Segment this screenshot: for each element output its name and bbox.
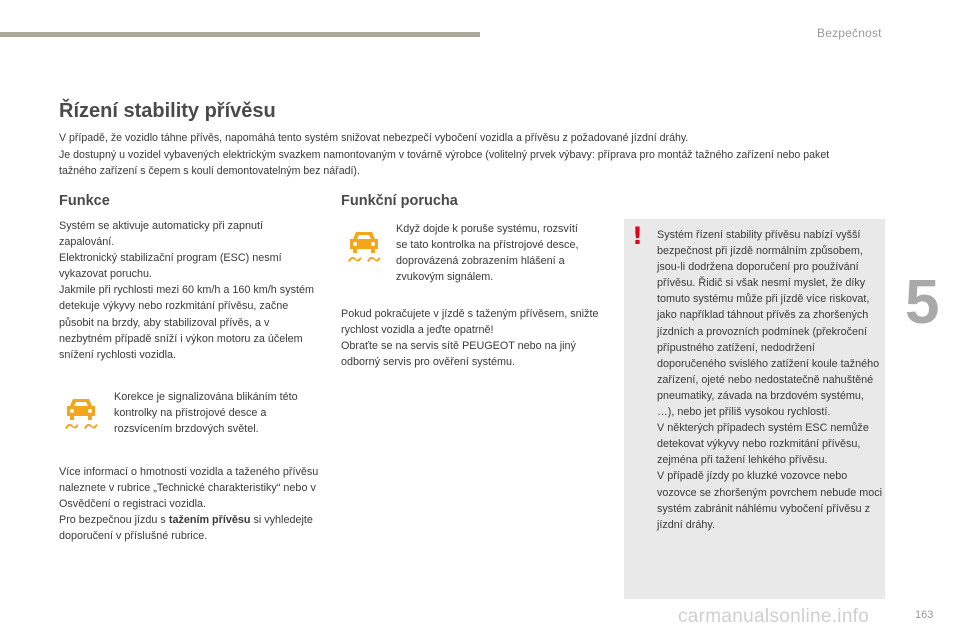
- porucha-indicator-text: Když dojde k poruše systému, rozsvítí se tato kontrolka na přístrojové desce, doprovázená zobrazením hlášení a zvukovým signálem.: [396, 223, 579, 284]
- safe-towing-line: Pro bezpečnou jízdu s tažením přívěsu si vyhledejte doporučení v příslušné rubrice.: [59, 514, 313, 543]
- chapter-number: 5: [905, 268, 940, 337]
- safe-towing-bold: tažením přívěsu: [168, 514, 251, 527]
- porucha-text: [341, 306, 606, 370]
- porucha-line: Obraťte se na servis sítě PEUGEOT nebo na jiný odborný servis pro ověření systému.: [341, 340, 576, 369]
- porucha-line: Pokud pokračujete v jízdě s taženým přívěsem, snižte rychlost vozidla a jeďte opatrně!: [341, 308, 599, 337]
- funkce-text: [59, 218, 321, 363]
- funkce-line: Jakmile při rychlosti mezi 60 km/h a 160 km/h systém detekuje výkyvy nebo rozkmitání přívěsu, začne působit na brzdy, aby stabilizoval přívěs, a v nezbytném případě sníží i výkon motoru za účelem snížení rychlosti vozidla.: [59, 284, 315, 361]
- porucha-heading: Funkční porucha: [341, 193, 458, 209]
- intro-line: V případě, že vozidlo táhne přívěs, napomáhá tento systém snižovat nebezpečí vybočení vozidla a přívěsu z požadované jízdní dráhy.: [59, 132, 689, 144]
- funkce-heading: Funkce: [59, 193, 110, 209]
- header-bar: [0, 32, 480, 37]
- car-skid-warning-icon: [61, 394, 101, 430]
- intro-line: Je dostupný u vozidel vybavených elektrickým svazkem namontovaným v továrně výrobce (volitelný prvek výbavy: příprava pro montáž tažného zařízení nebo paket tažného zařízení s čepem s koulí demontovatelným bez nářadí).: [59, 148, 830, 177]
- watermark: carmanualsonline.info: [678, 606, 870, 627]
- exclamation-icon: !: [632, 222, 643, 250]
- note-line: V případě jízdy po kluzké vozovce nebo vozovce se zhoršeným povrchem nebude moci systém zabránit náhlému vybočení přívěsu z jízdní dráhy.: [657, 470, 883, 531]
- funkce-indicator-text: Korekce je signalizována blikáním této kontrolky na přístrojové desce a rozsvícením brzdových světel.: [114, 391, 298, 436]
- more-info-text: [59, 464, 321, 544]
- funkce-line: Systém se aktivuje automaticky při zapnutí zapalování.: [59, 220, 264, 249]
- more-info-line: Více informací o hmotnosti vozidla a taženého přívěsu naleznete v rubrice „Technické charakteristiky“ nebo v Osvědčení o registraci vozidla.: [59, 466, 319, 511]
- intro: [59, 130, 859, 180]
- note-line: Systém řízení stability přívěsu nabízí vyšší bezpečnost při jízdě normálním způsobem, jsou-li dodržena doporučení pro používání přívěsu. Řidič si však nesmí myslet, že díky tomuto systému může při jízdě více riskovat, jako například táhnout přívěs za zhoršených jízdních a provozních podmínek (překročení přípustného zatížení, nedodržení doporučeného svislého zatížení koule tažného zařízení, ojeté nebo nedostatečně nahuštěné pneumatiky, závada na brzdovém systému, …), nebo jet příliš vysokou rychlostí.: [657, 229, 880, 419]
- note-line: V některých případech systém ESC nemůže detekovat výkyvy nebo rozkmitání přívěsu, zejména při tažení lehkého přívěsu.: [657, 422, 869, 467]
- page-number: 163: [915, 609, 934, 621]
- car-skid-warning-icon: [344, 227, 384, 263]
- note-text: [657, 227, 883, 533]
- section-label: Bezpečnost: [817, 26, 882, 40]
- funkce-line: Elektronický stabilizační program (ESC) nesmí vykazovat poruchu.: [59, 252, 282, 281]
- page-title: Řízení stability přívěsu: [59, 100, 276, 122]
